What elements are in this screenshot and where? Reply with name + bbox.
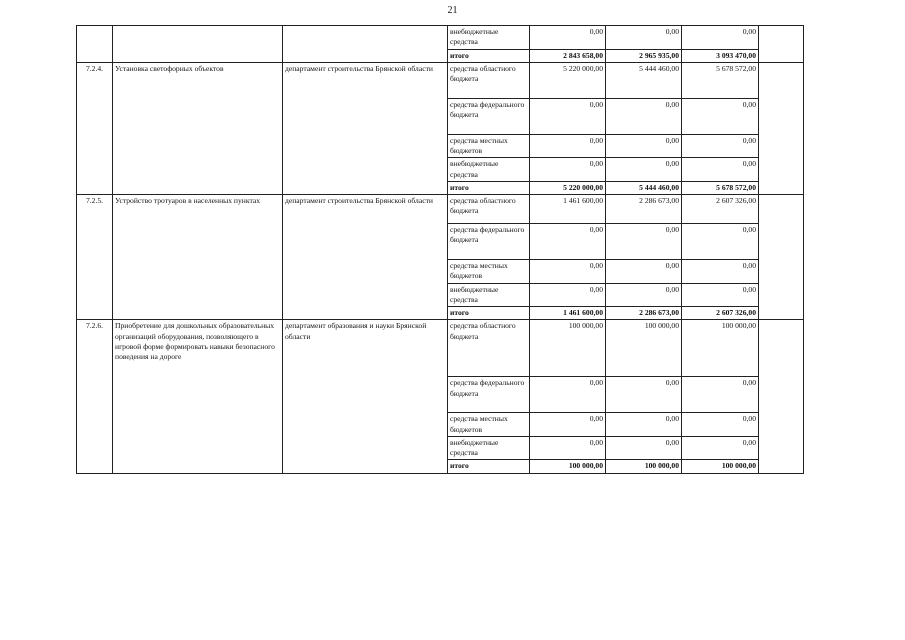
empty-cell [759, 62, 804, 194]
total-value: 1 461 600,00 [530, 307, 606, 320]
total-value: 5 444 460,00 [606, 181, 682, 194]
value-cell: 5 444 460,00 [606, 62, 682, 98]
value-cell: 0,00 [606, 377, 682, 413]
source-cell: средства федерального бюджета [448, 377, 530, 413]
value-cell: 0,00 [606, 134, 682, 158]
value-cell: 0,00 [530, 413, 606, 437]
value-cell: 0,00 [606, 260, 682, 284]
value-cell: 0,00 [530, 134, 606, 158]
executor-cell [283, 26, 448, 63]
page-number: 21 [447, 5, 458, 16]
value-cell: 0,00 [530, 283, 606, 307]
total-value: 5 220 000,00 [530, 181, 606, 194]
value-cell: 0,00 [606, 158, 682, 182]
total-label: итого [448, 49, 530, 62]
empty-cell [759, 26, 804, 63]
total-value: 3 093 470,00 [682, 49, 759, 62]
item-number: 7.2.4. [77, 62, 113, 194]
source-cell: средства федерального бюджета [448, 224, 530, 260]
value-cell: 0,00 [682, 224, 759, 260]
source-cell: средства местных бюджетов [448, 260, 530, 284]
value-cell: 100 000,00 [682, 320, 759, 377]
value-cell: 0,00 [530, 224, 606, 260]
source-cell: средства местных бюджетов [448, 134, 530, 158]
value-cell: 1 461 600,00 [530, 195, 606, 224]
value-cell: 0,00 [682, 436, 759, 460]
item-executor: департамент образования и науки Брянской области [283, 320, 448, 473]
source-cell: внебюджетные средства [448, 436, 530, 460]
item-name: Устройство тротуаров в населенных пунктах [113, 195, 283, 320]
total-value: 100 000,00 [530, 460, 606, 473]
source-cell: средства местных бюджетов [448, 413, 530, 437]
total-label: итого [448, 307, 530, 320]
total-value: 100 000,00 [606, 460, 682, 473]
total-label: итого [448, 460, 530, 473]
value-cell: 0,00 [682, 283, 759, 307]
total-value: 2 286 673,00 [606, 307, 682, 320]
value-cell: 0,00 [606, 224, 682, 260]
value-cell: 0,00 [682, 158, 759, 182]
item-number: 7.2.6. [77, 320, 113, 473]
table-row [77, 195, 804, 224]
source-cell: средства областного бюджета [448, 62, 530, 98]
value-cell: 5 220 000,00 [530, 62, 606, 98]
value-cell: 5 678 572,00 [682, 62, 759, 98]
source-cell: внебюджетные средства [448, 283, 530, 307]
name-cell [113, 26, 283, 63]
item-number: 7.2.5. [77, 195, 113, 320]
total-value: 2 607 326,00 [682, 307, 759, 320]
value-cell: 0,00 [530, 436, 606, 460]
source-cell: внебюджетные средства [448, 158, 530, 182]
value-cell: 0,00 [530, 260, 606, 284]
total-value: 2 843 658,00 [530, 49, 606, 62]
table-row [77, 26, 804, 50]
item-executor: департамент строительства Брянской области [283, 62, 448, 194]
value-cell: 0,00 [682, 413, 759, 437]
value-cell: 100 000,00 [606, 320, 682, 377]
empty-cell [759, 195, 804, 320]
value-cell: 0,00 [606, 283, 682, 307]
value-cell: 0,00 [606, 436, 682, 460]
table-row [77, 320, 804, 377]
value-cell: 0,00 [606, 413, 682, 437]
total-label: итого [448, 181, 530, 194]
value-cell: 0,00 [682, 260, 759, 284]
value-cell: 2 607 326,00 [682, 195, 759, 224]
value-cell: 0,00 [682, 26, 759, 50]
table-row [77, 62, 804, 98]
source-cell: внебюджетные средства [448, 26, 530, 50]
value-cell: 0,00 [682, 98, 759, 134]
value-cell: 0,00 [530, 26, 606, 50]
item-name: Приобретение для дошкольных образовательных организаций оборудования, позволяющего в игровой форме формировать навыки безопасного поведения на дороге [113, 320, 283, 473]
source-cell: средства областного бюджета [448, 195, 530, 224]
budget-table [76, 25, 804, 474]
total-value: 2 965 935,00 [606, 49, 682, 62]
item-executor: департамент строительства Брянской области [283, 195, 448, 320]
total-value: 5 678 572,00 [682, 181, 759, 194]
source-cell: средства областного бюджета [448, 320, 530, 377]
value-cell: 2 286 673,00 [606, 195, 682, 224]
value-cell: 0,00 [606, 26, 682, 50]
empty-cell [759, 320, 804, 473]
source-cell: средства федерального бюджета [448, 98, 530, 134]
item-name: Установка светофорных объектов [113, 62, 283, 194]
value-cell: 100 000,00 [530, 320, 606, 377]
value-cell: 0,00 [606, 98, 682, 134]
total-value: 100 000,00 [682, 460, 759, 473]
value-cell: 0,00 [530, 377, 606, 413]
value-cell: 0,00 [682, 134, 759, 158]
value-cell: 0,00 [530, 98, 606, 134]
value-cell: 0,00 [530, 158, 606, 182]
value-cell: 0,00 [682, 377, 759, 413]
num-cell [77, 26, 113, 63]
